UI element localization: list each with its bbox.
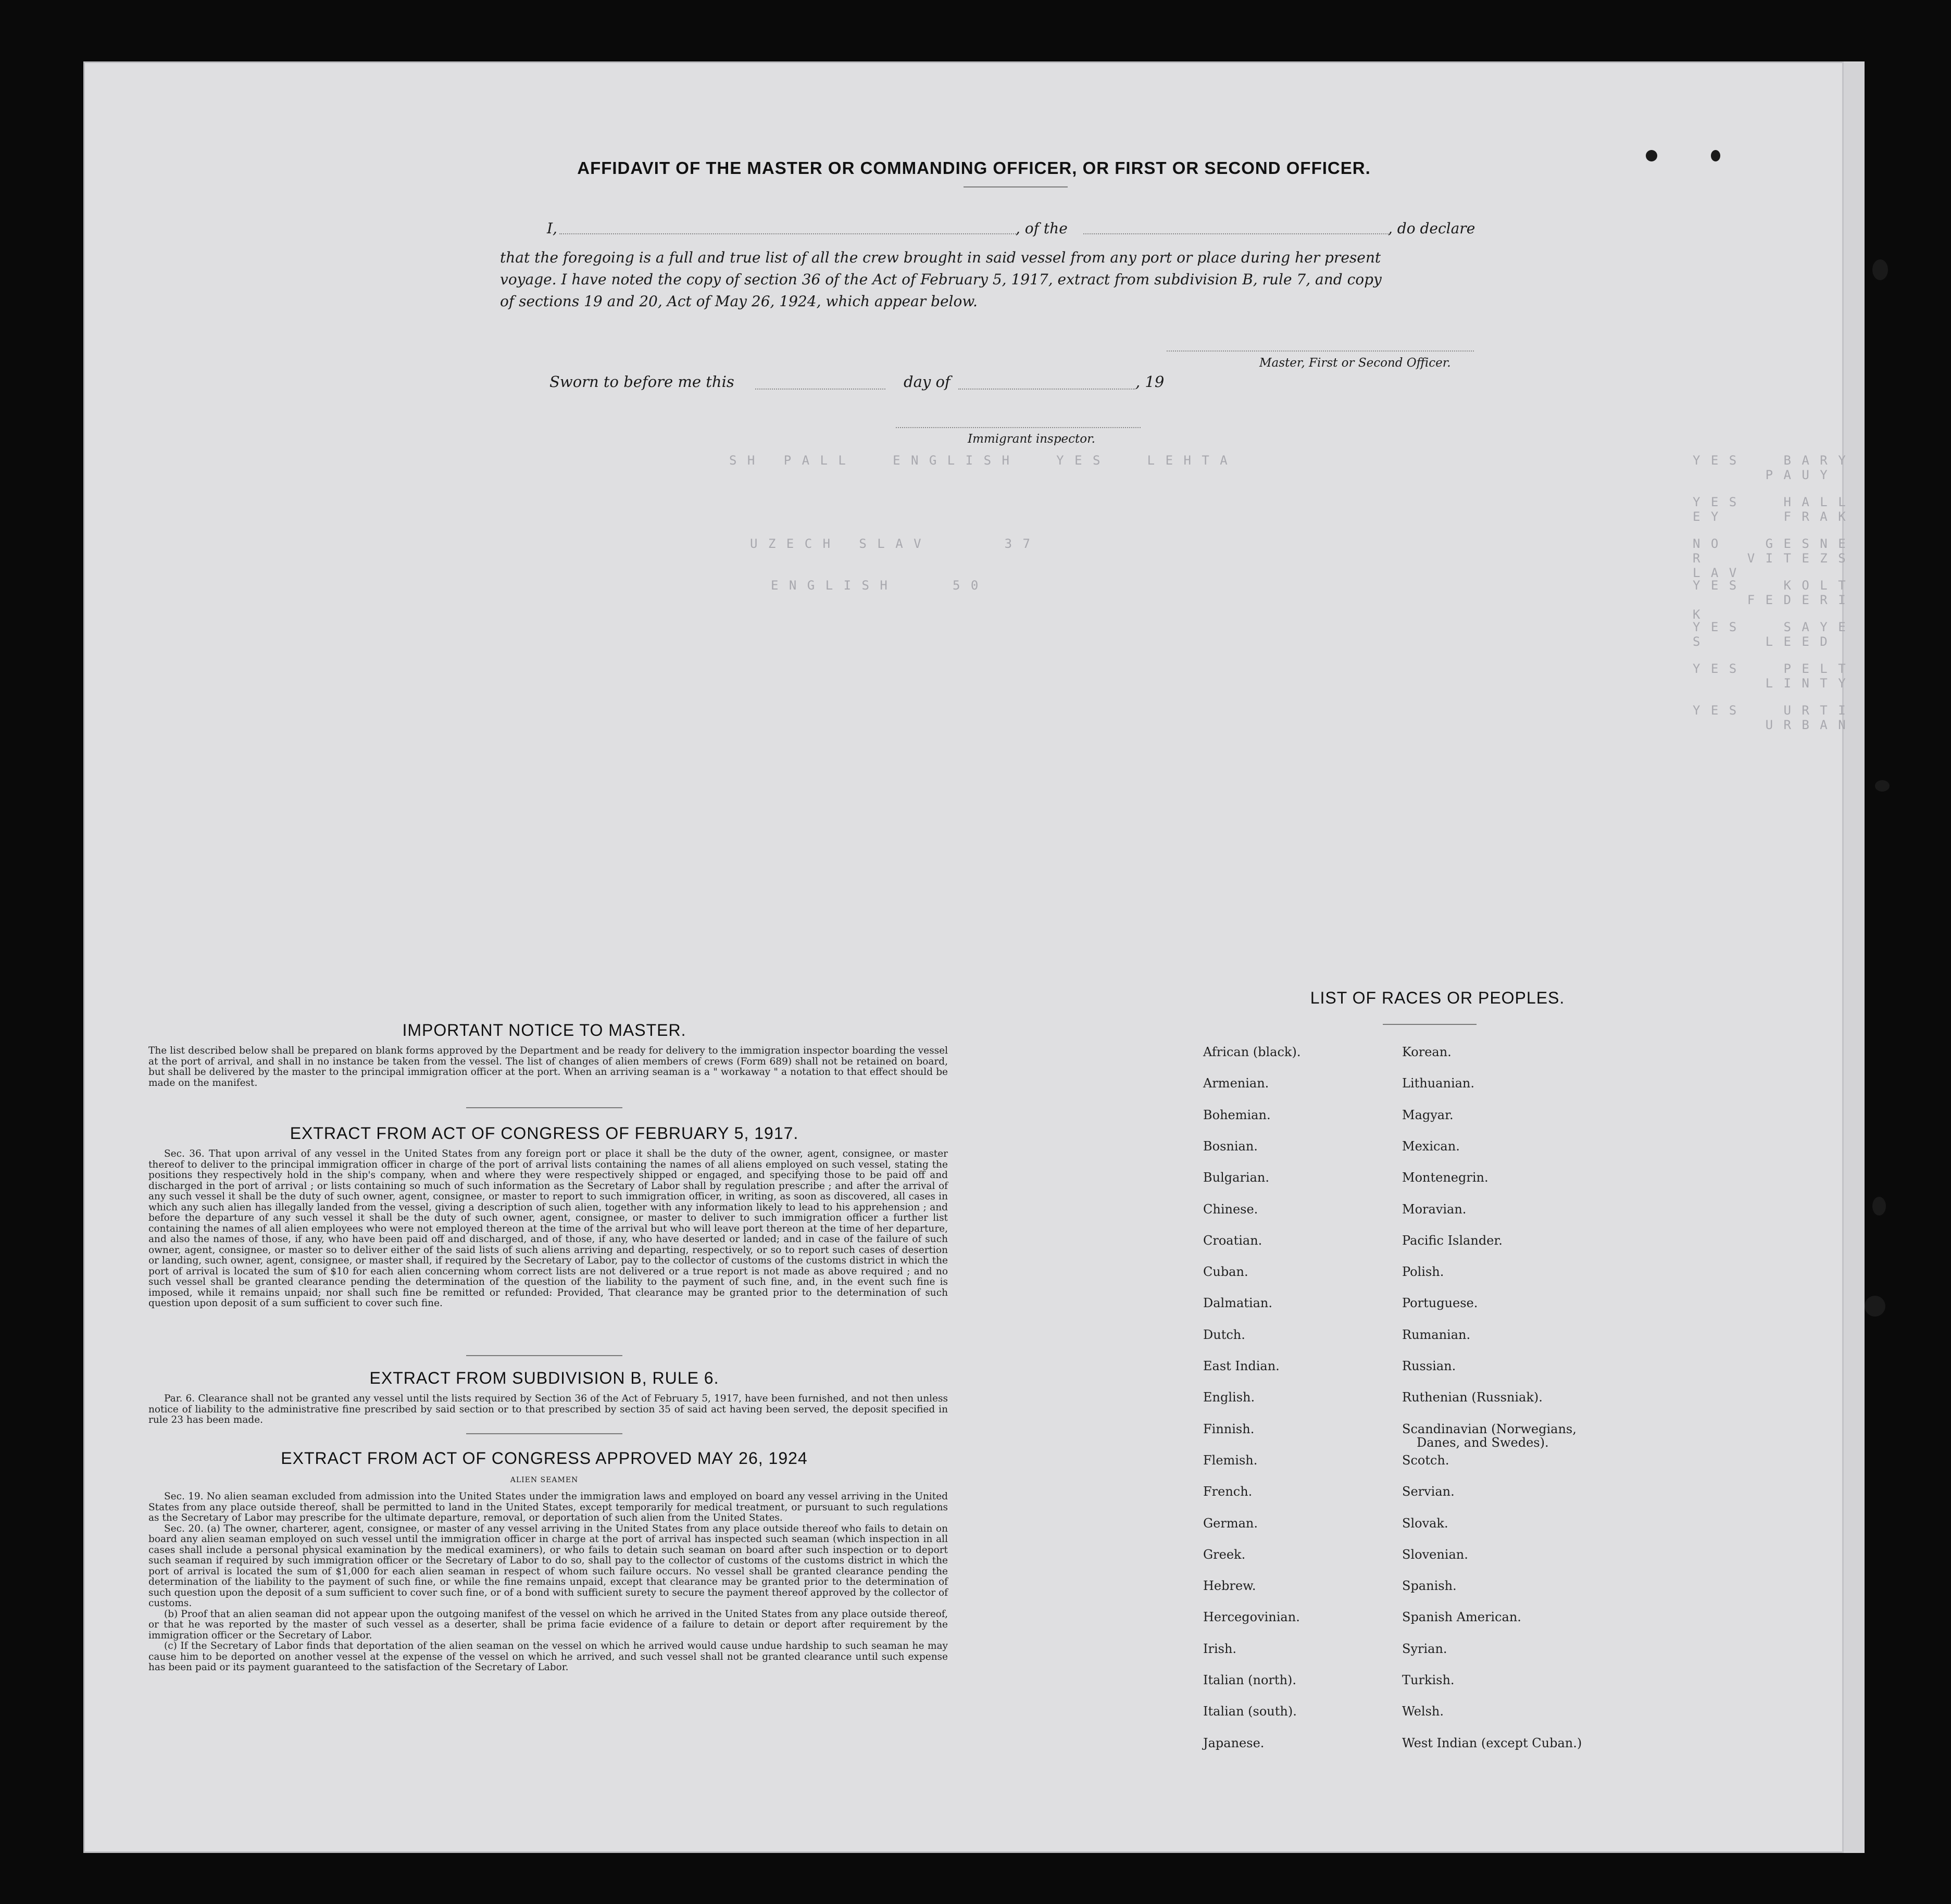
affidavit-i-label: I, xyxy=(547,220,557,237)
bleed-through-text: E N G L I S H 5 0 xyxy=(771,578,980,593)
race-item: Korean. xyxy=(1402,1045,1452,1059)
race-item: Scandinavian (Norwegians, xyxy=(1402,1421,1577,1436)
inspector-blank[interactable] xyxy=(896,427,1141,428)
race-item: Servian. xyxy=(1402,1484,1455,1499)
month-blank[interactable] xyxy=(958,389,1135,390)
race-item: West Indian (except Cuban.) xyxy=(1402,1735,1582,1750)
race-item: Danes, and Swedes). xyxy=(1417,1435,1549,1450)
race-item: Hebrew. xyxy=(1203,1579,1256,1594)
affidavit-of-the-label: , of the xyxy=(1016,220,1068,237)
race-item: French. xyxy=(1203,1484,1253,1499)
race-item: Spanish. xyxy=(1402,1579,1457,1594)
race-item: Mexican. xyxy=(1402,1138,1460,1154)
document-page xyxy=(83,61,1865,1853)
affidavit-line-4: of sections 19 and 20, Act of May 26, 1924, which appear below. xyxy=(500,293,978,310)
sworn-label: Sworn to before me this xyxy=(549,373,734,391)
race-item: Hercegovinian. xyxy=(1203,1610,1300,1625)
punch-mark xyxy=(1872,259,1888,280)
extract-1924-title: EXTRACT FROM ACT OF CONGRESS APPROVED MAY 26, 1924 xyxy=(281,1449,808,1468)
race-item: Lithuanian. xyxy=(1402,1076,1475,1091)
race-item: Scotch. xyxy=(1402,1452,1449,1468)
race-item: Montenegrin. xyxy=(1402,1170,1489,1185)
race-item: Rumanian. xyxy=(1402,1327,1471,1342)
race-item: Magyar. xyxy=(1402,1107,1454,1122)
year-label: , 19 xyxy=(1135,373,1165,391)
race-item: Syrian. xyxy=(1402,1641,1447,1656)
race-item: Dalmatian. xyxy=(1203,1296,1273,1311)
extract-1917-title: EXTRACT FROM ACT OF CONGRESS OF FEBRUARY 5, 1917. xyxy=(290,1124,799,1143)
race-item: Bohemian. xyxy=(1203,1107,1271,1122)
punch-mark xyxy=(1875,780,1890,792)
bleed-through-text: Y E S H A L L E Y F R A K xyxy=(1693,495,1847,524)
race-item: Irish. xyxy=(1203,1641,1237,1656)
bleed-through-text: Y E S U R T I U R B A N xyxy=(1693,703,1847,732)
rule6-title: EXTRACT FROM SUBDIVISION B, RULE 6. xyxy=(369,1369,719,1387)
race-item: Greek. xyxy=(1203,1547,1246,1562)
bleed-through-text: Y E S P E L T L I N T Y xyxy=(1693,661,1847,691)
rule6-body: Par. 6. Clearance shall not be granted any vessel until the lists required by Section 36 of the Act of February 5, 1917, have been furnished, and not then unless notice of liability to the administrative fine prescribed by said section or to that prescribed by section 35 of said act having been served, the deposit specified in rule 23 has been made. xyxy=(148,1393,948,1425)
race-item: Bosnian. xyxy=(1203,1138,1258,1154)
name-blank[interactable] xyxy=(559,233,1018,234)
race-item: Spanish American. xyxy=(1402,1610,1521,1625)
divider xyxy=(466,1355,622,1356)
section-20c: (c) If the Secretary of Labor finds that deportation of the alien seaman on the vessel on which he arrived would cause undue hardship to such seaman he may cause him to be deported on another vessel at the expense of the vessel on which he arrived, and such vessel shall not be granted clearance until such expense has been paid or its payment guaranteed to the satisfaction of the Secretary of Labor. xyxy=(148,1640,948,1673)
extract-1917-body: Sec. 36. That upon arrival of any vessel in the United States from any foreign port or place it shall be the duty of the owner, agent, consignee, or master thereof to deliver to the principal immigration officer in charge of the port of arrival lists containing the names of all aliens employed on such vessel, stating the positions they respectively hold in the ship's company, when and where they were respectively shipped or engaged, and specifying those to be paid off and discharged in the port of arrival ; or lists containing so much of such information as the Secretary of Labor shall by regulation prescribe ; and after the arrival of any such vessel it shall be the duty of such owner, agent, consignee, or master to report to such immigration officer, in writing, as soon as discovered, all cases in which any such alien has illegally landed from the vessel, giving a description of such alien, together with any information likely to lead to his apprehension ; and before the departure of any such vessel it shall be the duty of such owner, agent, consignee, or master to deliver to such immigration officer a further list containing the names of all alien employees who were not employed thereon at the time of the arrival but who will leave port thereon at the time of her departure, and also the names of those, if any, who have been paid off and discharged, and of those, if any, who have deserted or landed; and in case of the failure of such owner, agent, consignee, or master so to deliver either of the said lists of such aliens arriving and departing, respectively, or so to report such cases of desertion or landing, such owner, agent, consignee, or master shall, if required by the Secretary of Labor, pay to the collector of customs of the customs district in which the port of arrival is located the sum of $10 for each alien concerning whom correct lists are not delivered or a true report is not made as above required ; and no such vessel shall be granted clearance pending the determination of the question of the liability to the payment of such fine, and, in the event such fine is imposed, while it remains unpaid; nor shall such fine be remitted or refunded: Provided, That clearance may be granted prior to the determination of such question upon deposit of a sum sufficient to cover such fine. xyxy=(148,1148,948,1309)
race-item: English. xyxy=(1203,1390,1255,1405)
race-item: Cuban. xyxy=(1203,1264,1248,1280)
signature-blank[interactable] xyxy=(1167,350,1474,352)
bleed-through-text: U Z E C H S L A V 3 7 xyxy=(750,536,1032,551)
race-item: Polish. xyxy=(1402,1264,1444,1280)
bleed-through-text: S H P A L L E N G L I S H Y E S L E H T A xyxy=(729,453,1229,468)
bleed-through-text: Y E S B A R Y P A U Y xyxy=(1693,453,1847,482)
page-edge xyxy=(1842,61,1865,1853)
section-20b: (b) Proof that an alien seaman did not appear upon the outgoing manifest of the vessel on which he arrived in the United States from any place outside thereof, or that he was reported by the master of such vessel as a deserter, shall be prima facie evidence of a failure to detain or deport after requirement by the immigration officer or the Secretary of Labor. xyxy=(148,1608,948,1641)
race-item: Japanese. xyxy=(1203,1735,1265,1750)
vessel-blank[interactable] xyxy=(1083,233,1391,234)
extract-1924-subtitle: ALIEN SEAMEN xyxy=(510,1476,579,1484)
divider xyxy=(466,1107,622,1108)
affidavit-line-3: voyage. I have noted the copy of section 36 of the Act of February 5, 1917, extract from subdivision B, rule 7, and copy xyxy=(500,271,1382,288)
race-item: Flemish. xyxy=(1203,1452,1258,1468)
divider xyxy=(964,186,1068,187)
day-of-label: day of xyxy=(904,373,951,391)
race-item: German. xyxy=(1203,1515,1258,1531)
race-item: Russian. xyxy=(1402,1359,1456,1373)
race-item: Turkish. xyxy=(1402,1673,1455,1687)
race-item: Finnish. xyxy=(1203,1421,1255,1436)
section-20a: Sec. 20. (a) The owner, charterer, agent, consignee, or master of any vessel arriving in the United States from any place outside thereof who fails to detain on board any alien seaman employed on such vessel until the immigration officer in charge at the port of arrival has inspected such seaman (which inspection in all cases shall include a personal physical examination by the medical examiners), or who fails to detain such seaman on board after such inspection or to deport such seaman if required by such immigration officer or the Secretary of Labor to do so, shall pay to the collector of customs of the customs district in which the port of arrival is located the sum of $1,000 for each alien seaman in respect of whom such failure occurs. No vessel shall be granted clearance pending the determination of the liability to the payment of such fine, or while the fine remains unpaid, except that clearance may be granted prior to the determination of such question upon the deposit of a sum sufficient to cover such fine, or of a bond with sufficient surety to secure the payment thereof approved by the collector of customs. xyxy=(148,1523,948,1609)
race-item: Italian (south). xyxy=(1203,1704,1297,1719)
race-item: Slovak. xyxy=(1402,1515,1448,1531)
race-item: Armenian. xyxy=(1203,1076,1269,1091)
punch-mark xyxy=(1872,1197,1886,1216)
notice-body: The list described below shall be prepared on blank forms approved by the Department and be ready for delivery to the immigration inspector boarding the vessel at the port of arrival, and shall in no instance be taken from the vessel. The list of changes of alien members of crews (Form 689) shall not be retained on board, but shall be delivered by the master to the principal immigration officer at the port. When an arriving seaman is a " workaway " a notation to that effect should be made on the manifest. xyxy=(148,1045,948,1088)
race-item: Ruthenian (Russniak). xyxy=(1402,1390,1543,1405)
race-item: Chinese. xyxy=(1203,1201,1258,1217)
race-item: East Indian. xyxy=(1203,1359,1280,1373)
notice-title: IMPORTANT NOTICE TO MASTER. xyxy=(402,1021,686,1039)
race-item: Croatian. xyxy=(1203,1233,1262,1248)
affidavit-title: AFFIDAVIT OF THE MASTER OR COMMANDING OFFICER, OR FIRST OR SECOND OFFICER. xyxy=(577,158,1371,178)
race-item: African (black). xyxy=(1203,1045,1301,1059)
section-19: Sec. 19. No alien seaman excluded from admission into the United States under the immigration laws and employed on board any vessel arriving in the United States from any place outside thereof, shall be permitted to land in the United States, except temporarily for medical treatment, or pursuant to such regulations as the Secretary of Labor may prescribe for the ultimate departure, removal, or deportation of such alien from the United States. xyxy=(148,1491,948,1523)
races-title: LIST OF RACES OR PEOPLES. xyxy=(1310,988,1565,1007)
race-item: Moravian. xyxy=(1402,1201,1467,1217)
race-item: Bulgarian. xyxy=(1203,1170,1269,1185)
race-item: Slovenian. xyxy=(1402,1547,1468,1562)
punch-mark xyxy=(1865,1296,1885,1317)
signature-label: Master, First or Second Officer. xyxy=(1259,356,1451,370)
race-item: Portuguese. xyxy=(1402,1296,1478,1311)
extract-1924-body xyxy=(148,1492,948,1673)
inspector-label: Immigrant inspector. xyxy=(968,432,1095,446)
affidavit-line-2: that the foregoing is a full and true list of all the crew brought in said vessel from any port or place during her present xyxy=(500,249,1381,266)
bleed-through-text: N O G E S N E R V I T E Z S L A V xyxy=(1693,536,1847,580)
bleed-through-text: Y E S K O L T F E D E R I K xyxy=(1693,578,1847,622)
race-item: Italian (north). xyxy=(1203,1673,1297,1687)
race-item: Dutch. xyxy=(1203,1327,1245,1342)
divider xyxy=(466,1433,622,1434)
affidavit-declare-label: , do declare xyxy=(1388,220,1475,237)
divider xyxy=(1383,1024,1477,1025)
day-blank[interactable] xyxy=(755,389,885,390)
race-item: Welsh. xyxy=(1402,1704,1444,1719)
race-item: Pacific Islander. xyxy=(1402,1233,1503,1248)
bleed-through-text: Y E S S A Y E S L E E D xyxy=(1693,620,1847,649)
